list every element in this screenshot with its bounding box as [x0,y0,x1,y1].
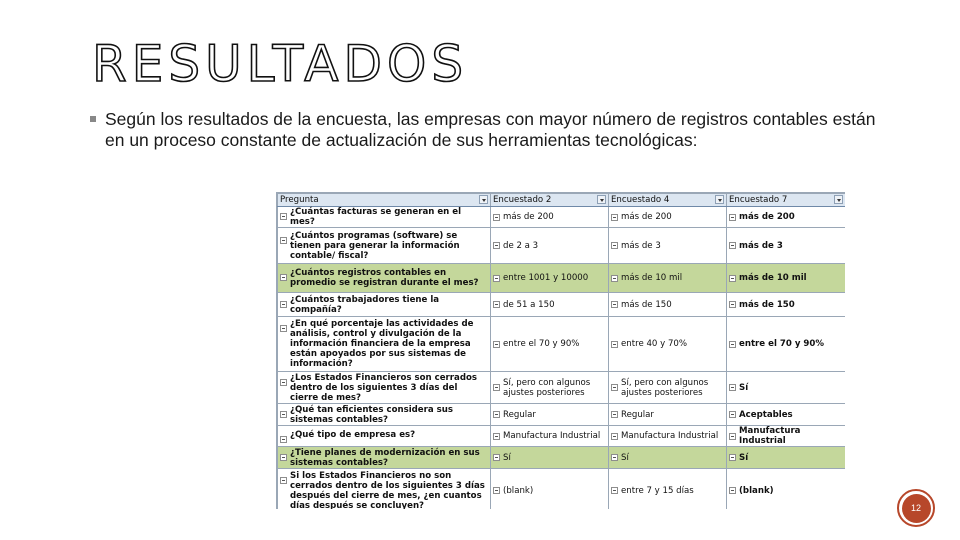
collapse-icon[interactable] [493,301,500,308]
collapse-icon[interactable] [611,411,618,418]
table-row: ¿Cuántos registros contables en promedio se registran durante el mes? entre 1001 y 10000 más de 10 mil más de 10 mil [278,264,846,293]
pivot-table [276,192,845,509]
collapse-icon[interactable] [493,433,500,440]
collapse-icon[interactable] [729,454,736,461]
slide-title: RESULTADOS [92,35,469,93]
header-encuestado-7: Encuestado 7 [727,194,846,207]
collapse-icon[interactable] [280,379,287,386]
filter-dropdown-icon[interactable] [479,195,488,204]
table-row: ¿Los Estados Financieros son cerrados dentro de los siguientes 3 días del cierre de mes? Sí, pero con algunos ajustes posteriores Sí, pero con algunos ajustes posteriores Sí [278,372,846,404]
bullet-marker-icon [90,116,96,122]
collapse-icon[interactable] [280,436,287,443]
collapse-icon[interactable] [729,411,736,418]
collapse-icon[interactable] [493,454,500,461]
table-row: ¿Qué tipo de empresa es? Manufactura Industrial Manufactura Industrial Manufactura Industrial [278,426,846,447]
collapse-icon[interactable] [493,411,500,418]
filter-dropdown-icon[interactable] [715,195,724,204]
bullet-item [90,109,880,151]
collapse-icon[interactable] [611,242,618,249]
collapse-icon[interactable] [611,214,618,221]
header-encuestado-4: Encuestado 4 [609,194,727,207]
collapse-icon[interactable] [493,275,500,282]
filter-dropdown-icon[interactable] [834,195,843,204]
collapse-icon[interactable] [729,487,736,494]
collapse-icon[interactable] [611,454,618,461]
slide-number-badge [897,489,935,527]
bullet-text: Según los resultados de la encuesta, las empresas con mayor número de registros contables están en un proceso constante de actualización de sus herramientas tecnológicas: [105,109,876,150]
collapse-icon[interactable] [280,454,287,461]
table-row: Si los Estados Financieros no son cerrados dentro de los siguientes 3 días después del cierre de mes, ¿en cuantos días después se concluyen? (blank) entre 7 y 15 días (blank) [278,469,846,510]
collapse-icon[interactable] [611,341,618,348]
collapse-icon[interactable] [729,433,736,440]
table-row: ¿Cuántos trabajadores tiene la compañía? de 51 a 150 más de 150 más de 150 [278,293,846,317]
collapse-icon[interactable] [729,275,736,282]
table-row: ¿En qué porcentaje las actividades de análisis, control y divulgación de la información financiera de la empresa están apoyados por sus sistemas de información? entre el 70 y 90% entre 40 y 70% entre el 70 y 90% [278,317,846,372]
header-encuestado-2: Encuestado 2 [491,194,609,207]
collapse-icon[interactable] [729,341,736,348]
collapse-icon[interactable] [280,477,287,484]
collapse-icon[interactable] [729,301,736,308]
table-header-row [278,194,846,207]
collapse-icon[interactable] [729,384,736,391]
slide-number: 12 [902,494,931,523]
collapse-icon[interactable] [729,242,736,249]
collapse-icon[interactable] [611,433,618,440]
collapse-icon[interactable] [280,213,287,220]
header-pregunta: Pregunta [278,194,491,207]
table-row: ¿Cuántas facturas se generan en el mes? más de 200 más de 200 más de 200 [278,207,846,228]
collapse-icon[interactable] [280,237,287,244]
collapse-icon[interactable] [493,341,500,348]
collapse-icon[interactable] [729,214,736,221]
collapse-icon[interactable] [280,411,287,418]
collapse-icon[interactable] [493,214,500,221]
table-row: ¿Qué tan eficientes considera sus sistemas contables? Regular Regular Aceptables [278,404,846,426]
table-row: ¿Tiene planes de modernización en sus sistemas contables? Sí Sí Sí [278,447,846,469]
table-row: ¿Cuántos programas (software) se tienen para generar la información contable/ fiscal? de 2 a 3 más de 3 más de 3 [278,228,846,264]
filter-dropdown-icon[interactable] [597,195,606,204]
collapse-icon[interactable] [611,301,618,308]
collapse-icon[interactable] [493,242,500,249]
collapse-icon[interactable] [611,384,618,391]
collapse-icon[interactable] [280,274,287,281]
collapse-icon[interactable] [611,487,618,494]
collapse-icon[interactable] [493,384,500,391]
collapse-icon[interactable] [611,275,618,282]
collapse-icon[interactable] [280,301,287,308]
collapse-icon[interactable] [280,325,287,332]
collapse-icon[interactable] [493,487,500,494]
